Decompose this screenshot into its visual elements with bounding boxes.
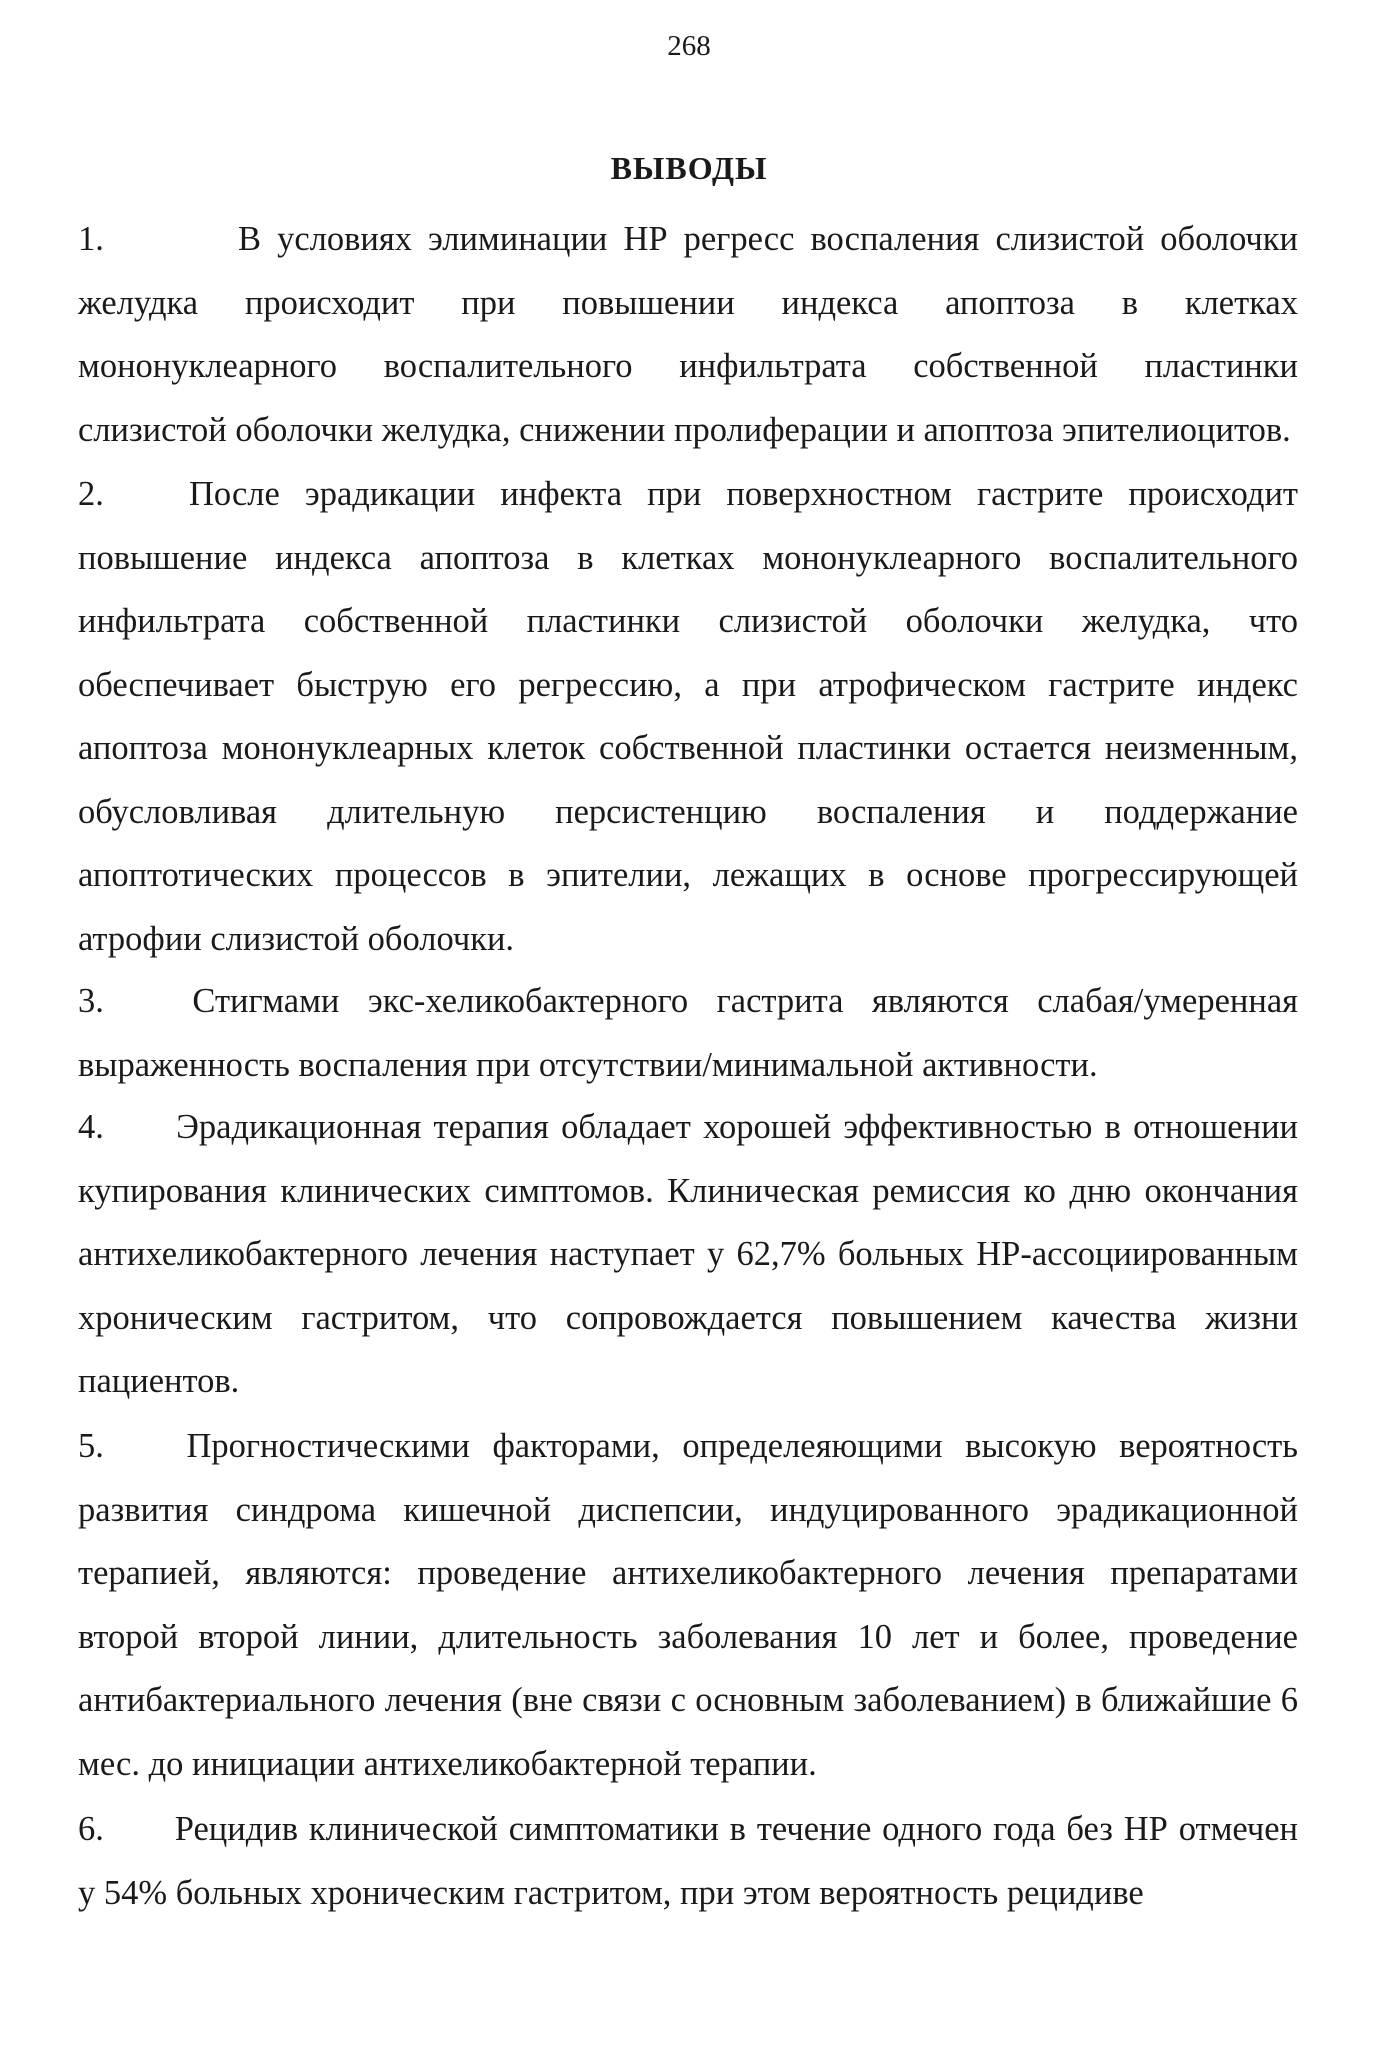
conclusion-item-4 [78,1096,1298,1414]
page-number: 268 [667,30,711,62]
conclusion-item-5 [78,1415,1298,1796]
conclusion-item-1 [78,208,1298,462]
item-text: Эрадикационная терапия обладает хорошей эффективностью в отношении купирования клинических симптомов. Клиническая ремиссия ко дню окончания антихеликобактерного лечения наступает у 62,7% больных НР-ассоциированным хроническим гастритом, что сопровождается повышением качества жизни пациентов. [78,1108,1298,1400]
item-number: 5. [78,1427,104,1465]
item-text: После эрадикации инфекта при поверхностном гастрите происходит повышение индекса апоптоза в клетках мононуклеарного воспалительного инфильтрата собственной пластинки слизистой оболочки желудка, что обеспечивает быструю его регрессию, а при атрофическом гастрите индекс апоптоза мононуклеарных клеток собственной пластинки остается неизменным, обусловливая длительную персистенцию воспаления и поддержание апоптотических процессов в эпителии, лежащих в основе прогрессирующей атрофии слизистой оболочки. [78,475,1298,958]
item-text: Стигмами экс-хеликобактерного гастрита являются слабая/умеренная выраженность воспаления при отсутствии/минимальной активности. [78,982,1298,1084]
conclusion-item-6 [78,1798,1298,1925]
conclusion-item-2 [78,463,1298,971]
item-number: 2. [78,475,104,513]
item-number: 1. [78,220,104,258]
page-title: ВЫВОДЫ [610,150,768,186]
item-text: В условиях элиминации НР регресс воспаления слизистой оболочки желудка происходит при повышении индекса апоптоза в клетках мононуклеарного воспалительного инфильтрата собственной пластинки слизистой оболочки желудка, снижении пролиферации и апоптоза эпителиоцитов. [78,220,1299,449]
item-number: 6. [78,1810,104,1848]
item-number: 4. [78,1108,104,1146]
conclusion-item-3 [78,970,1298,1097]
item-text: Рецидив клинической симптоматики в течение одного года без НР отмечен у 54% больных хроническим гастритом, при этом вероятность рецидиве [78,1810,1298,1912]
item-number: 3. [78,982,104,1020]
item-text: Прогностическими факторами, определеяющими высокую вероятность развития синдрома кишечной диспепсии, индуцированного эрадикационной терапией, являются: проведение антихеликобактерного лечения препаратами второй второй линии, длительность заболевания 10 лет и более, проведение антибактериального лечения (вне связи с основным заболеванием) в ближайшие 6 мес. до инициации антихеликобактерной терапии. [78,1427,1298,1783]
